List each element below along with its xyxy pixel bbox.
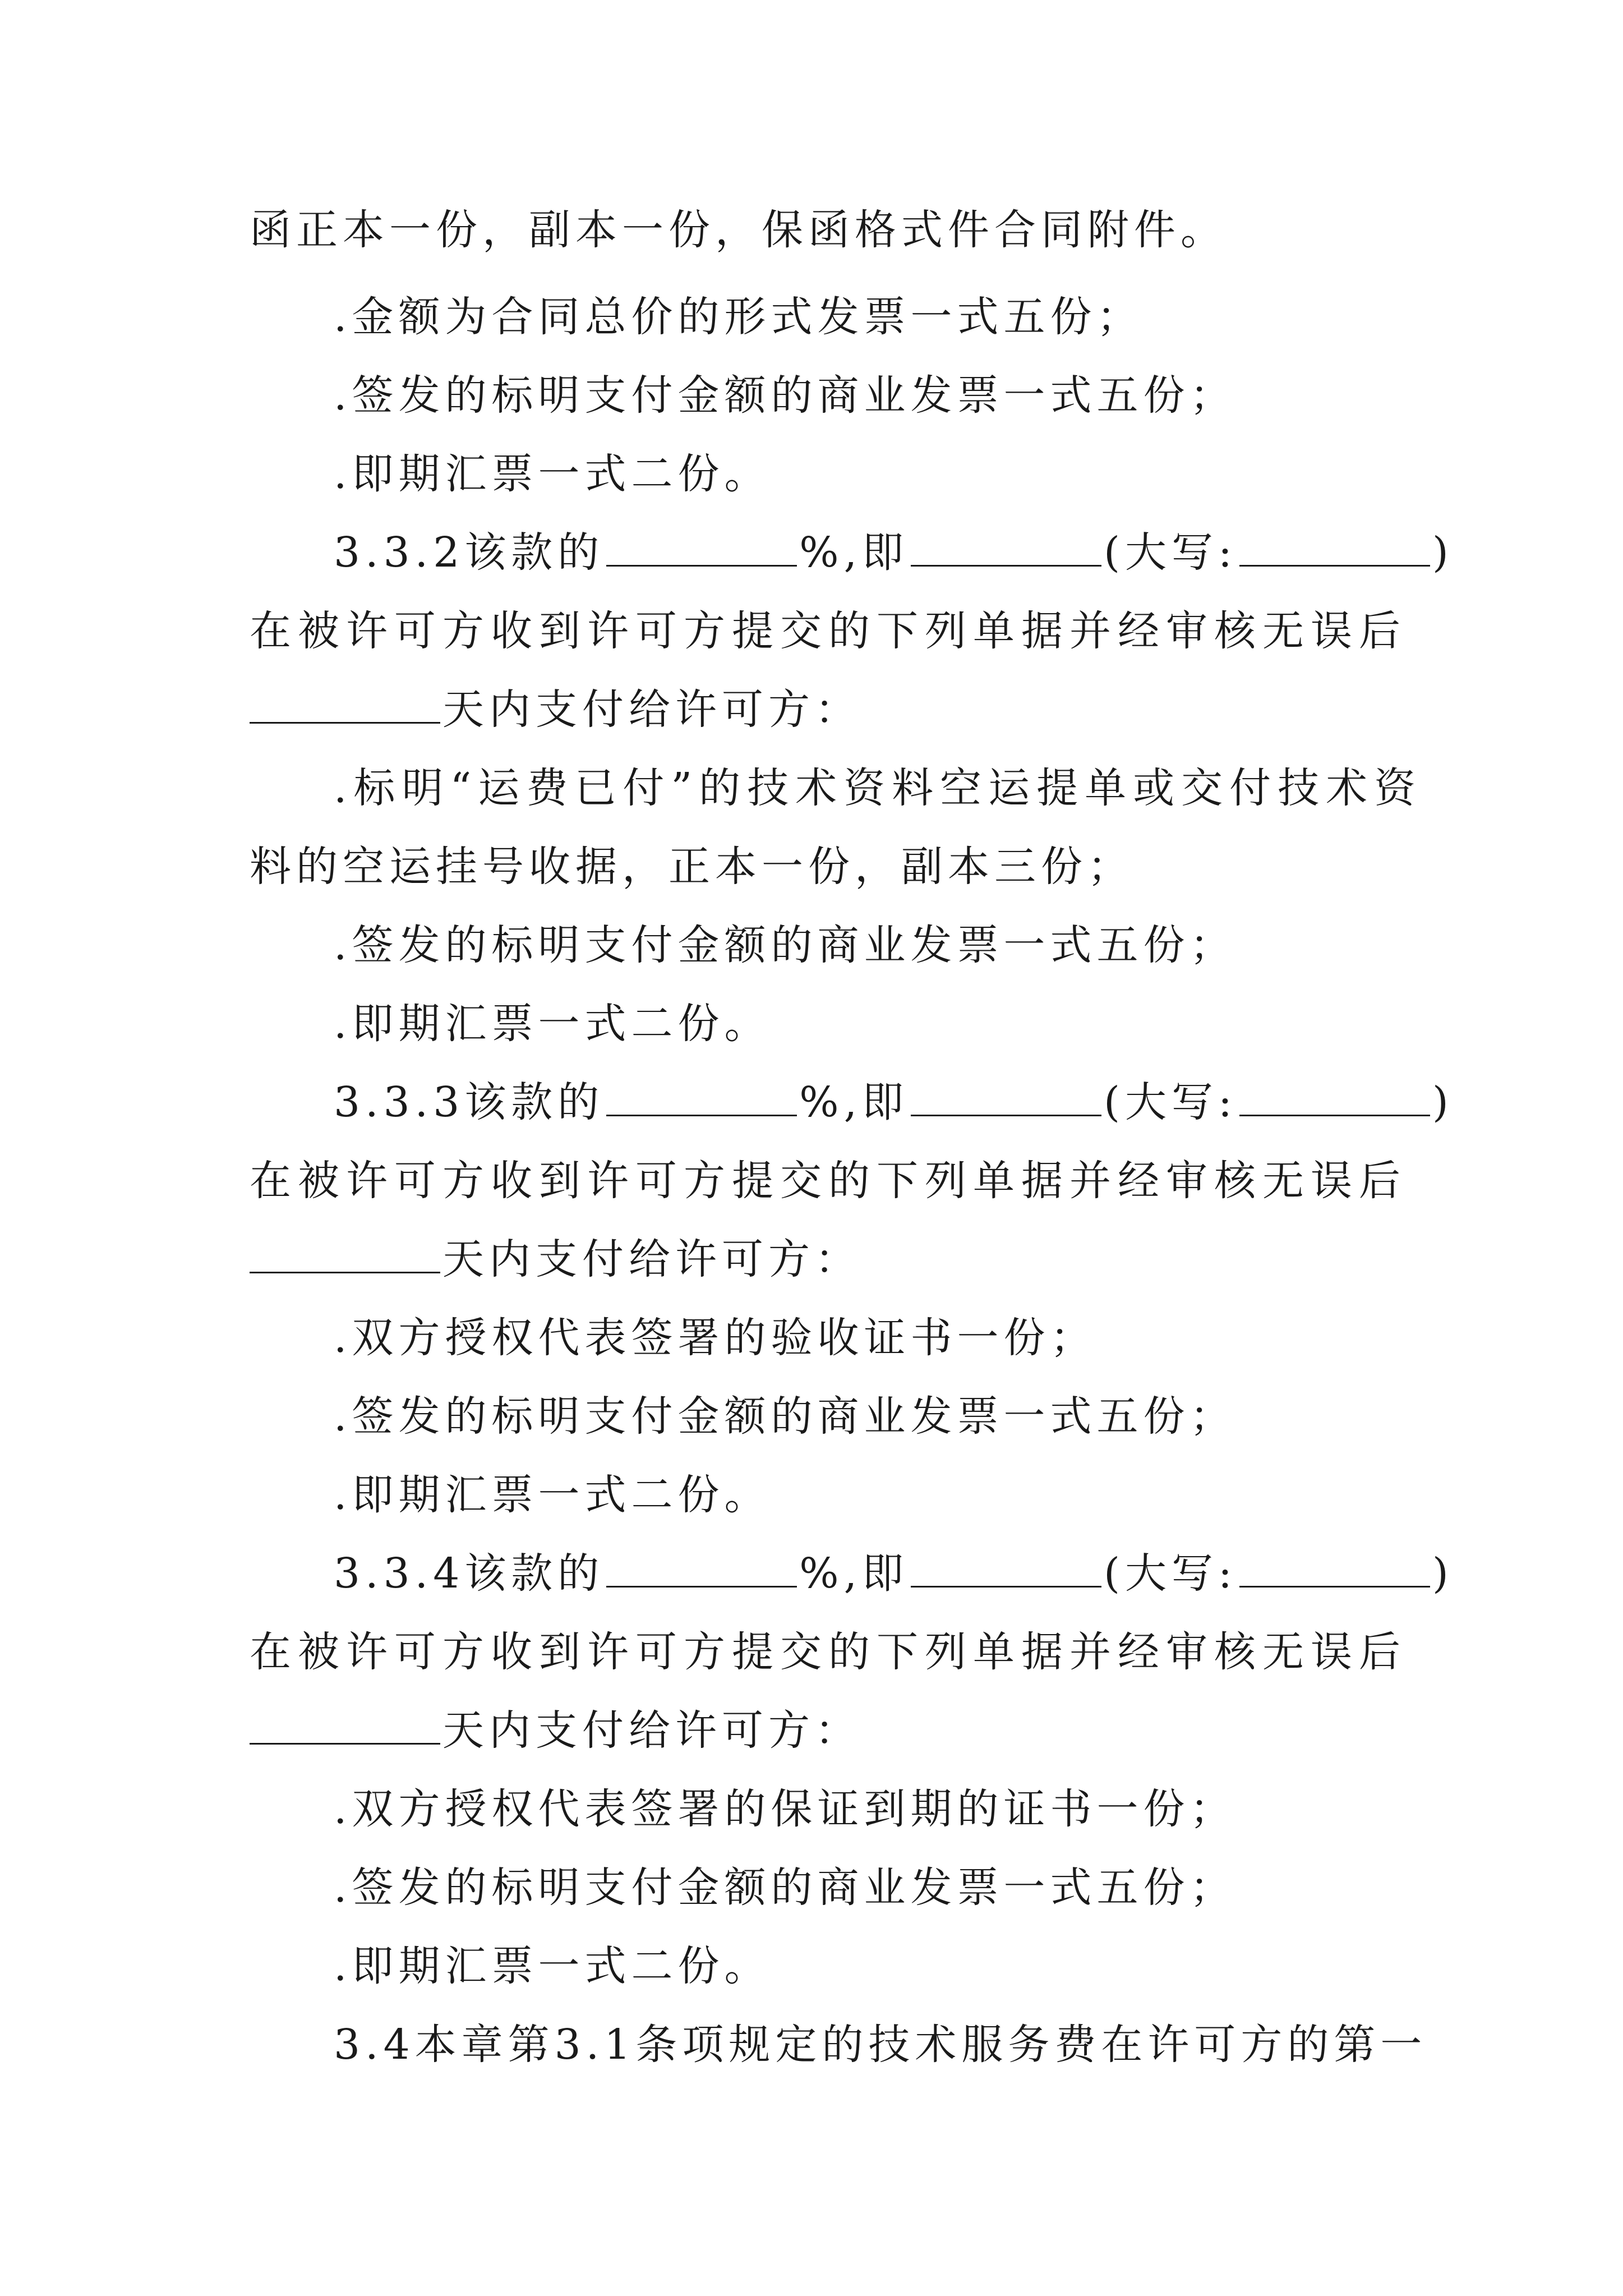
paragraph-line — [250, 1703, 861, 1759]
list-item: .金额为合同总价的形式发票一式五份； — [334, 293, 1144, 341]
clause-uppercase-label: (大写: — [1104, 528, 1237, 577]
percent-blank — [606, 1080, 797, 1116]
paragraph-line: 在被许可方收到许可方提交的下列单据并经审核无误后 — [250, 1628, 1407, 1676]
days-text: 天内支付给许可方： — [442, 1706, 861, 1755]
paragraph-line — [250, 682, 861, 738]
days-blank — [250, 1708, 440, 1745]
list-item: .即期汇票一式二份。 — [334, 1471, 771, 1519]
list-item: .即期汇票一式二份。 — [334, 1000, 771, 1048]
clause-uppercase-label: (大写: — [1104, 1549, 1237, 1598]
days-blank — [250, 687, 440, 724]
paragraph-line: 料的空运挂号收据，正本一份，副本三份； — [250, 843, 1134, 891]
clause-percent-text: %,即 — [799, 1549, 909, 1598]
clause-uppercase-label: (大写: — [1104, 1078, 1237, 1126]
clause-3-3-2 — [334, 524, 1454, 581]
amount-blank — [911, 1080, 1101, 1116]
clause-3-4: 3.4本章第3.1条项规定的技术服务费在许可方的第一 — [334, 2021, 1427, 2069]
list-item: .标明“运费已付”的技术资料空运提单或交付技术资 — [334, 764, 1423, 812]
uppercase-amount-blank — [1239, 1551, 1430, 1588]
list-item: .签发的标明支付金额的商业发票一式五份； — [334, 1864, 1237, 1912]
clause-number: 3.3.2该款的 — [334, 528, 605, 577]
list-item: .双方授权代表签署的验收证书一份； — [334, 1314, 1097, 1362]
list-item: .签发的标明支付金额的商业发票一式五份； — [334, 1392, 1237, 1441]
percent-blank — [606, 530, 797, 567]
list-item: .签发的标明支付金额的商业发票一式五份； — [334, 371, 1237, 420]
clause-percent-text: %,即 — [799, 528, 909, 577]
paragraph-line: 在被许可方收到许可方提交的下列单据并经审核无误后 — [250, 1157, 1407, 1205]
days-text: 天内支付给许可方： — [442, 685, 861, 734]
clause-3-3-4 — [334, 1545, 1454, 1602]
uppercase-amount-blank — [1239, 530, 1430, 567]
list-item: .即期汇票一式二份。 — [334, 1942, 771, 1990]
paragraph-line: 在被许可方收到许可方提交的下列单据并经审核无误后 — [250, 607, 1407, 655]
paragraph-line: 函正本一份，副本一份，保函格式件合同附件。 — [250, 206, 1227, 254]
percent-blank — [606, 1551, 797, 1588]
days-text: 天内支付给许可方： — [442, 1235, 861, 1283]
clause-percent-text: %,即 — [799, 1078, 909, 1126]
clause-close-paren: ) — [1432, 528, 1454, 577]
amount-blank — [911, 1551, 1101, 1588]
amount-blank — [911, 530, 1101, 567]
uppercase-amount-blank — [1239, 1080, 1430, 1116]
list-item: .双方授权代表签署的保证到期的证书一份； — [334, 1785, 1237, 1833]
clause-number: 3.3.4该款的 — [334, 1549, 605, 1598]
clause-close-paren: ) — [1432, 1078, 1454, 1126]
clause-close-paren: ) — [1432, 1549, 1454, 1598]
days-blank — [250, 1237, 440, 1273]
paragraph-line — [250, 1231, 861, 1287]
clause-3-3-3 — [334, 1074, 1454, 1130]
list-item: .即期汇票一式二份。 — [334, 450, 771, 498]
clause-number: 3.3.3该款的 — [334, 1078, 605, 1126]
list-item: .签发的标明支付金额的商业发票一式五份； — [334, 921, 1237, 969]
